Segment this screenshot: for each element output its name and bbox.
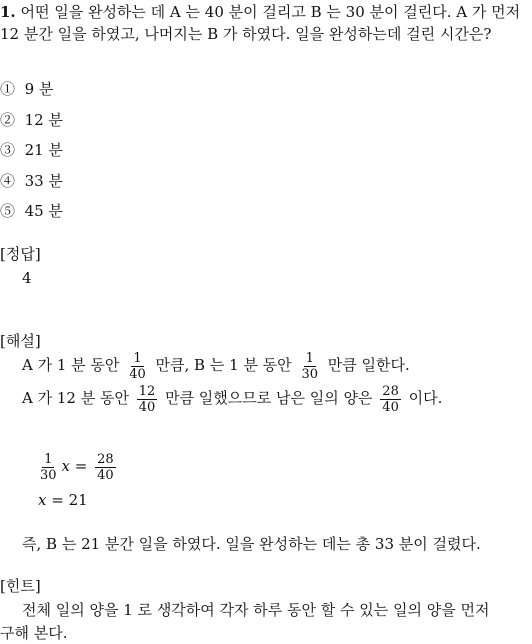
fraction-denominator: 40 <box>382 399 399 415</box>
explanation-text: 만큼, B 는 1 분 동안 <box>155 356 292 374</box>
answer-value: 4 <box>22 269 32 287</box>
hint-line-1: 전체 일의 양을 1 로 생각하여 각자 하루 동안 할 수 있는 일의 양을 먼저 <box>22 601 490 619</box>
equation-1 <box>38 448 119 484</box>
explanation-text: A 가 1 분 동안 <box>22 356 120 374</box>
equation-2 <box>38 490 88 510</box>
question-line-1 <box>0 2 520 22</box>
fraction-denominator: 30 <box>40 467 57 483</box>
question-text-1: 어떤 일을 완성하는 데 A 는 40 분이 걸리고 B 는 30 분이 걸린다. A 가 먼저 <box>20 3 521 21</box>
choice-mark: ① <box>0 80 16 98</box>
choice-2[interactable] <box>0 110 63 130</box>
fraction <box>299 351 320 382</box>
choice-mark: ④ <box>0 172 16 190</box>
explanation-conclusion: 즉, B 는 21 분간 일을 하였다. 일을 완성하는 데는 총 33 분이 걸렸다. <box>22 535 481 553</box>
explanation-text: 이다. <box>408 389 443 407</box>
explanation-label: [해설] <box>0 332 41 350</box>
equation-variable: x <box>61 457 71 475</box>
choice-1[interactable] <box>0 79 53 99</box>
explanation-text: 만큼 일했으므로 남은 일의 양은 <box>165 389 373 407</box>
choice-3[interactable] <box>0 140 63 160</box>
fraction <box>137 384 158 415</box>
choice-mark: ⑤ <box>0 202 16 220</box>
hint-label: [힌트] <box>0 577 41 595</box>
fraction <box>127 351 148 382</box>
question-line-2 <box>0 24 491 44</box>
fraction-numerator: 28 <box>382 383 399 399</box>
explanation-line-1 <box>22 348 410 382</box>
choice-mark: ② <box>0 111 16 129</box>
explanation-text: A 가 12 분 동안 <box>22 389 129 407</box>
choice-text: 33 분 <box>24 172 63 190</box>
choice-text: 9 분 <box>24 80 54 98</box>
choice-text: 12 분 <box>24 111 63 129</box>
fraction-numerator: 1 <box>305 350 314 366</box>
equation-equals: = <box>74 457 88 475</box>
fraction <box>38 452 59 483</box>
answer-label: [정답] <box>0 245 41 263</box>
fraction-denominator: 40 <box>97 467 114 483</box>
fraction-numerator: 1 <box>44 451 53 467</box>
fraction-denominator: 40 <box>138 399 156 415</box>
explanation-line-2 <box>22 380 442 416</box>
question-number: 1. <box>0 3 16 21</box>
choice-text: 45 분 <box>24 202 63 220</box>
question-text-2: 12 분간 일을 하였고, 나머지는 B 가 하였다. 일을 완성하는데 걸린 시간은? <box>0 25 492 43</box>
fraction-numerator: 12 <box>138 383 156 399</box>
equation-variable: x <box>38 491 47 509</box>
fraction <box>95 452 116 483</box>
hint-line-2: 구해 본다. <box>0 624 68 642</box>
fraction <box>380 384 401 415</box>
fraction-denominator: 30 <box>301 366 318 382</box>
explanation-text: 만큼 일한다. <box>327 356 410 374</box>
fraction-numerator: 1 <box>133 350 142 366</box>
choice-4[interactable] <box>0 171 63 191</box>
choice-text: 21 분 <box>24 141 63 159</box>
equation-result: = 21 <box>51 491 88 509</box>
fraction-numerator: 28 <box>97 451 114 467</box>
fraction-denominator: 40 <box>129 366 146 382</box>
choice-mark: ③ <box>0 141 16 159</box>
choice-5[interactable] <box>0 201 63 221</box>
